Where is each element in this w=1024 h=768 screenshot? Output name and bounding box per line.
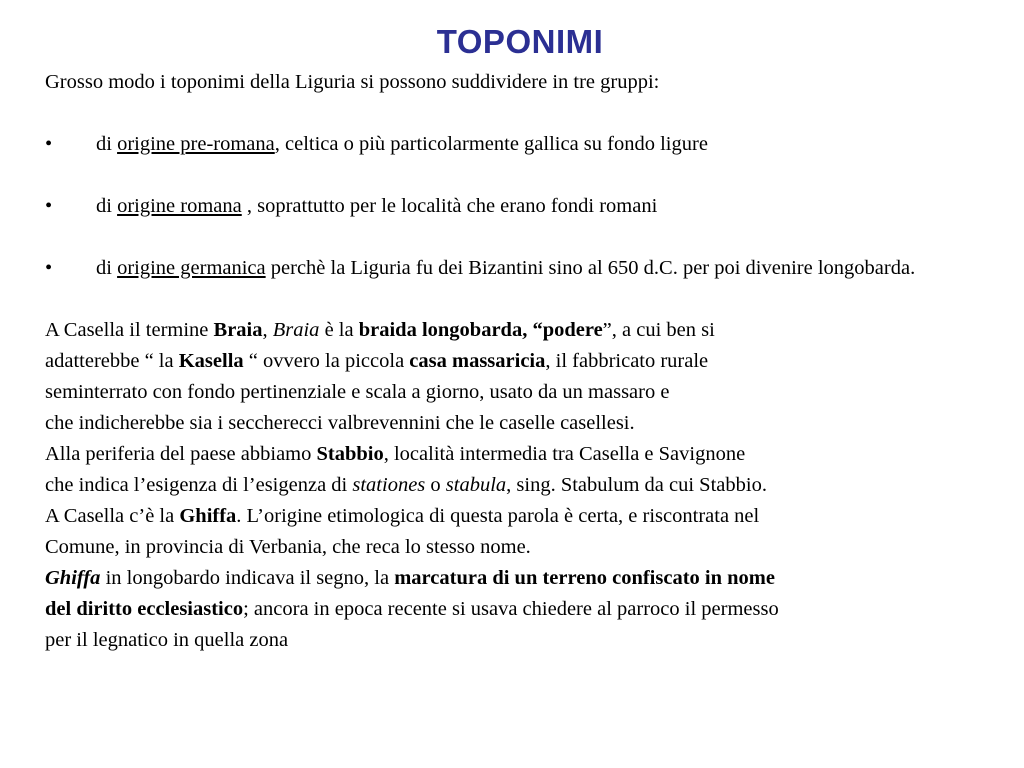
italic-term: stationes: [352, 474, 426, 496]
text-run: ”, a cui ben si: [602, 319, 715, 341]
text-run: Comune, in provincia di Verbania, che reca lo stesso nome.: [45, 536, 531, 558]
text-run: A Casella il termine: [45, 319, 214, 341]
braia-paragraph: [45, 315, 980, 439]
bullet-icon: •: [45, 257, 53, 279]
bold-term: Braia: [213, 319, 263, 341]
group-prefix: di: [96, 257, 118, 279]
slide-body: [45, 67, 980, 656]
text-run: , sing. Stabulum da cui Stabbio.: [506, 474, 767, 496]
group-suffix: perchè la Liguria fu dei Bizantini sino al 650 d.C. per poi divenire longobarda.: [265, 257, 916, 279]
bold-term: del diritto ecclesiastico: [45, 598, 244, 620]
text-run: , il fabbricato rurale: [545, 350, 709, 372]
bullet-icon: •: [45, 195, 53, 217]
bold-term: marcatura di un terreno confiscato in nome: [394, 567, 775, 589]
italic-term: stabula: [445, 474, 507, 496]
italic-term: Braia: [272, 319, 320, 341]
text-run: . L’origine etimologica di questa parola è certa, e riscontrata nel: [236, 505, 760, 527]
ghiffa-paragraph: [45, 501, 980, 656]
slide-title: TOPONIMI: [436, 23, 604, 60]
group-prefix: di: [96, 195, 118, 217]
text-run: che indica l’esigenza di l’esigenza di: [45, 474, 353, 496]
group-term: origine pre-romana: [117, 133, 275, 155]
intro-text: Grosso modo i toponimi della Liguria si possono suddividere in tre gruppi:: [45, 71, 660, 93]
bullet-icon: •: [45, 133, 53, 155]
group-suffix: , celtica o più particolarmente gallica su fondo ligure: [274, 133, 708, 155]
bold-term: Kasella: [178, 350, 244, 372]
bold-term: braida longobarda, “podere: [358, 319, 603, 341]
toponym-groups-list: [45, 129, 980, 284]
group-suffix: , soprattutto per le località che erano fondi romani: [241, 195, 658, 217]
text-run: in longobardo indicava il segno, la: [100, 567, 395, 589]
group-prefix: di: [96, 133, 118, 155]
bold-term: Ghiffa: [179, 505, 237, 527]
text-run: è la: [319, 319, 359, 341]
group-term: origine romana: [117, 195, 242, 217]
text-run: Alla periferia del paese abbiamo: [45, 443, 317, 465]
text-run: ,: [262, 319, 273, 341]
text-run: che indicherebbe sia i seccherecci valbrevennini che le caselle casellesi.: [45, 412, 635, 434]
bold-italic-term: Ghiffa: [45, 567, 101, 589]
group-term: origine germanica: [117, 257, 266, 279]
text-run: , località intermedia tra Casella e Savignone: [383, 443, 746, 465]
stabbio-paragraph: [45, 439, 980, 501]
list-item: [45, 191, 980, 222]
list-item: [45, 129, 980, 160]
bold-term: casa massaricia: [409, 350, 546, 372]
text-run: “ ovvero la piccola: [243, 350, 410, 372]
list-item: [45, 253, 980, 284]
text-run: o: [425, 474, 446, 496]
text-run: adatterebbe “ la: [45, 350, 179, 372]
text-run: seminterrato con fondo pertinenziale e scala a giorno, usato da un massaro e: [45, 381, 670, 403]
text-run: per il legnatico in quella zona: [45, 629, 289, 651]
text-run: A Casella c’è la: [45, 505, 180, 527]
bold-term: Stabbio: [316, 443, 384, 465]
text-run: ; ancora in epoca recente si usava chiedere al parroco il permesso: [243, 598, 779, 620]
